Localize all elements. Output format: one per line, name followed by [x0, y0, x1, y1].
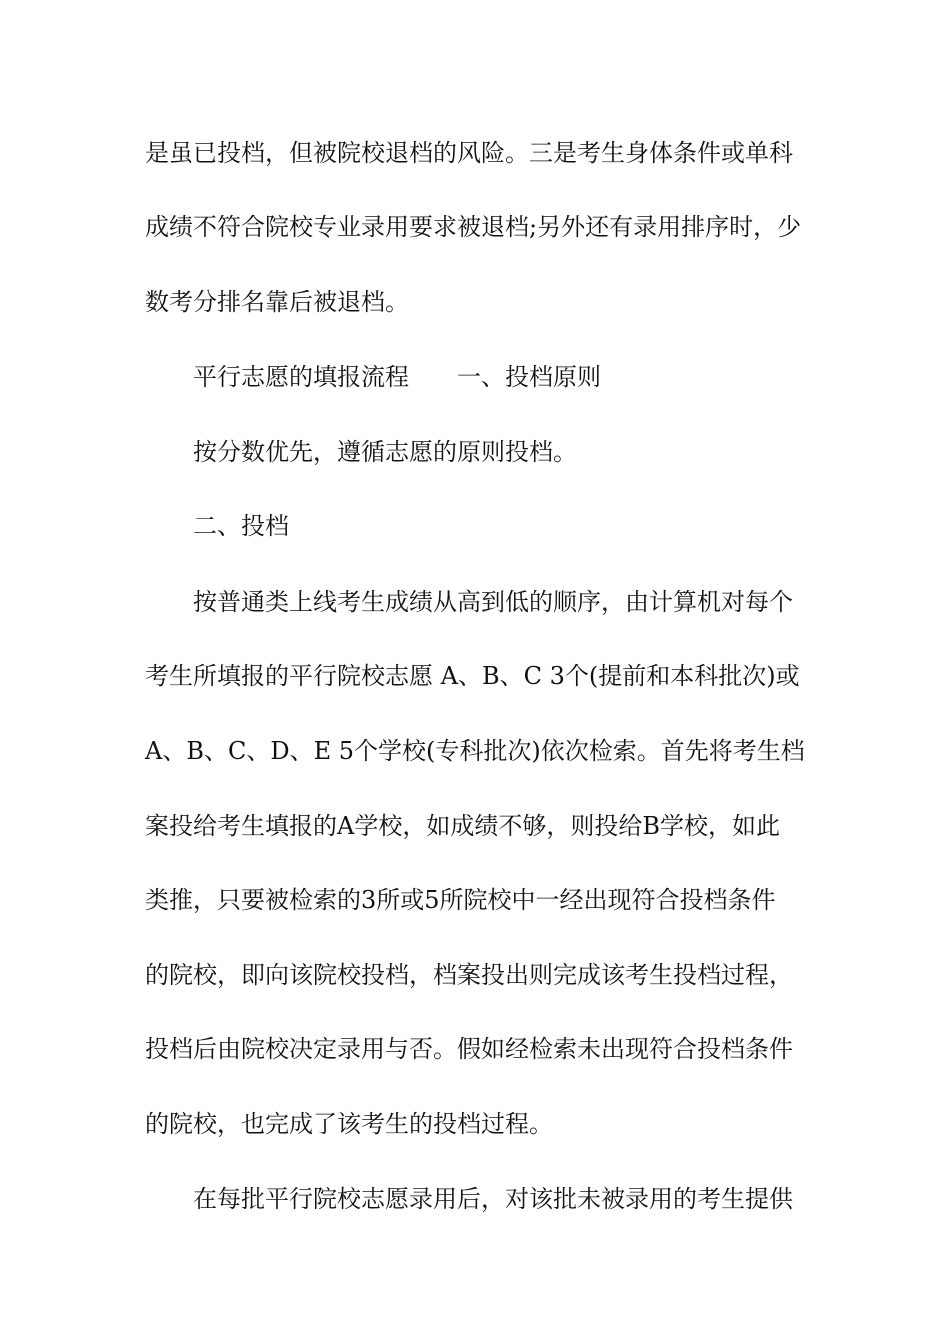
- text-line: 是虽已投档，但被院校退档的风险。三是考生身体条件或单科: [145, 139, 793, 167]
- text-line: 按分数优先，遵循志愿的原则投档。: [193, 438, 577, 466]
- text-line: 按普通类上线考生成绩从高到低的顺序，由计算机对每个: [193, 588, 793, 616]
- text-line: 的院校，即向该院校投档，档案投出则完成该考生投档过程，: [145, 961, 793, 989]
- text-line: 数考分排名靠后被退档。: [145, 288, 409, 316]
- text-line: 案投给考生填报的A学校，如成绩不够，则投给B学校，如此: [145, 812, 780, 840]
- section-heading: [193, 362, 858, 392]
- text-line: 类推，只要被检索的3所或5所院校中一经出现符合投档条件: [145, 886, 776, 914]
- subheading: 二、投档: [193, 512, 289, 540]
- section-title: 平行志愿的填报流程: [193, 363, 409, 391]
- text-line: 投档后由院校决定录用与否。假如经检索未出现符合投档条件: [145, 1035, 793, 1063]
- text-line: A、B、C、D、E 5个学校(专科批次)依次检索。首先将考生档: [145, 737, 805, 765]
- text-line: 考生所填报的平行院校志愿 A、B、C 3个(提前和本科批次)或: [145, 662, 800, 690]
- text-line: 的院校，也完成了该考生的投档过程。: [145, 1110, 553, 1138]
- text-line: 在每批平行院校志愿录用后，对该批未被录用的考生提供: [193, 1185, 793, 1213]
- text-line: 成绩不符合院校专业录用要求被退档;另外还有录用排序时，少: [145, 213, 802, 241]
- section-subtitle: 一、投档原则: [457, 363, 601, 391]
